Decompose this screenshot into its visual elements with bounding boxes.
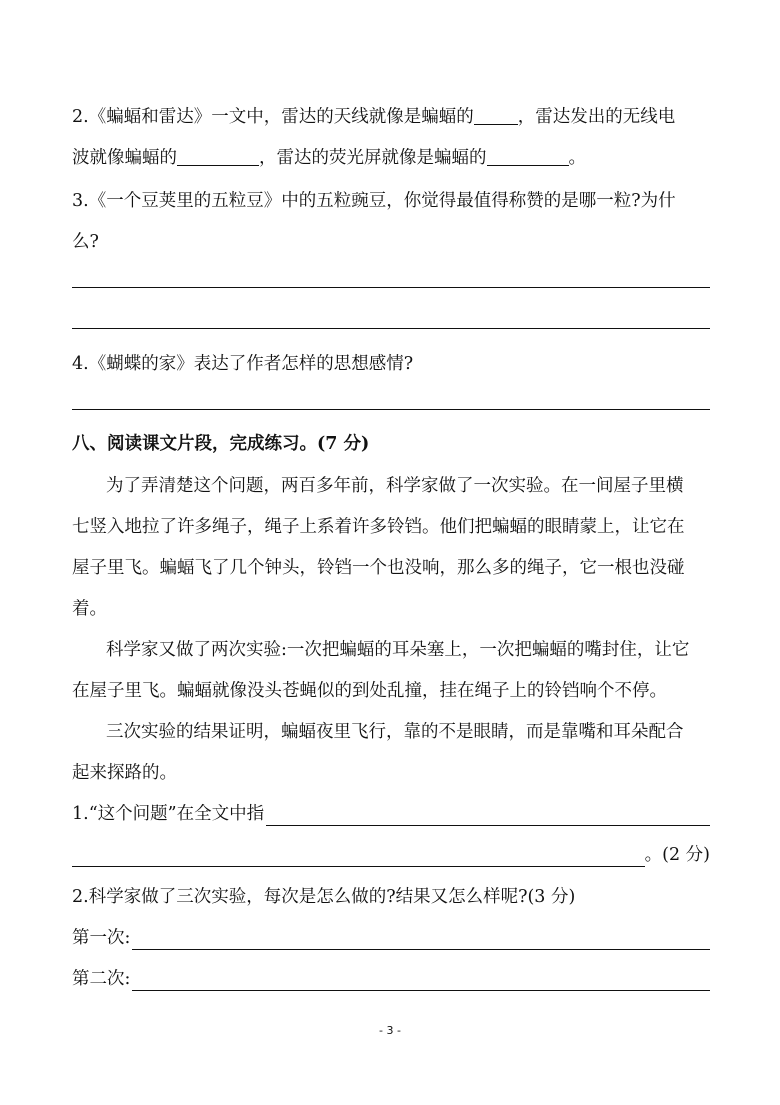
q2-text-c: 波就像蝙蝠的 — [72, 148, 177, 168]
q3-answer-line-2[interactable] — [72, 328, 710, 329]
q2-text-e: 。 — [568, 148, 586, 168]
ex1-line-2 — [72, 843, 710, 867]
q4-text: 4.《蝴蝶的家》表达了作者怎样的思想感情? — [72, 354, 414, 374]
page-number: - 3 - — [379, 1024, 401, 1037]
q4-answer-line[interactable] — [72, 409, 710, 410]
section-8-title: 八、阅读课文片段，完成练习。(7 分) — [72, 434, 370, 454]
ex1-answer-blank-2[interactable] — [72, 846, 645, 867]
ex2-first-label: 第一次: — [72, 928, 131, 948]
passage-p1-line-2: 七竖入地拉了许多绳子，绳子上系着许多铃铛。他们把蝙蝠的眼睛蒙上，让它在 — [72, 517, 685, 537]
q2-line-1 — [72, 105, 712, 129]
passage-p2-line-2: 在屋子里飞。蝙蝠就像没头苍蝇似的到处乱撞，挂在绳子上的铃铛响个不停。 — [72, 681, 667, 701]
q2-text-d: ，雷达的荧光屏就像是蝙蝠的 — [259, 148, 487, 168]
q2-text-a: 2.《蝙蝠和雷达》一文中，雷达的天线就像是蝙蝠的 — [72, 107, 474, 127]
ex1-line-1 — [72, 802, 710, 826]
ex1-score: 。(2 分) — [644, 845, 710, 865]
passage-p1-line-3: 屋子里飞。蝙蝠飞了几个钟头，铃铛一个也没响，那么多的绳子，它一根也没碰 — [72, 558, 685, 578]
passage-p3-line-1: 三次实验的结果证明，蝙蝠夜里飞行，靠的不是眼睛，而是靠嘴和耳朵配合 — [106, 722, 684, 742]
q3-answer-line-1[interactable] — [72, 287, 710, 288]
q2-line-2 — [72, 146, 712, 170]
q2-blank-antenna[interactable] — [474, 106, 518, 125]
ex1-answer-blank-1[interactable] — [266, 805, 710, 826]
q3-line-2: 么? — [72, 232, 99, 252]
q3-line-1: 3.《一个豆荚里的五粒豆》中的五粒豌豆，你觉得最值得称赞的是哪一粒?为什 — [72, 191, 676, 211]
passage-p2-line-1: 科学家又做了两次实验:一次把蝙蝠的耳朵塞上，一次把蝙蝠的嘴封住，让它 — [106, 640, 690, 660]
ex2-prompt: 2.科学家做了三次实验，每次是怎么做的?结果又怎么样呢?(3 分) — [72, 887, 576, 907]
ex2-first-answer[interactable] — [132, 929, 710, 950]
passage-p1-line-4: 着。 — [72, 599, 107, 619]
q2-text-b: ，雷达发出的无线电 — [517, 107, 676, 127]
q2-blank-screen[interactable] — [487, 147, 569, 166]
passage-p3-line-2: 起来探路的。 — [72, 763, 177, 783]
ex1-prompt: 1.“这个问题”在全文中指 — [72, 804, 265, 824]
ex2-second-row — [72, 967, 710, 991]
passage-p1-line-1: 为了弄清楚这个问题，两百多年前，科学家做了一次实验。在一间屋子里横 — [106, 476, 684, 496]
ex2-second-answer[interactable] — [132, 970, 710, 991]
ex2-second-label: 第二次: — [72, 969, 131, 989]
ex2-first-row — [72, 926, 710, 950]
q2-blank-wave[interactable] — [177, 147, 259, 166]
